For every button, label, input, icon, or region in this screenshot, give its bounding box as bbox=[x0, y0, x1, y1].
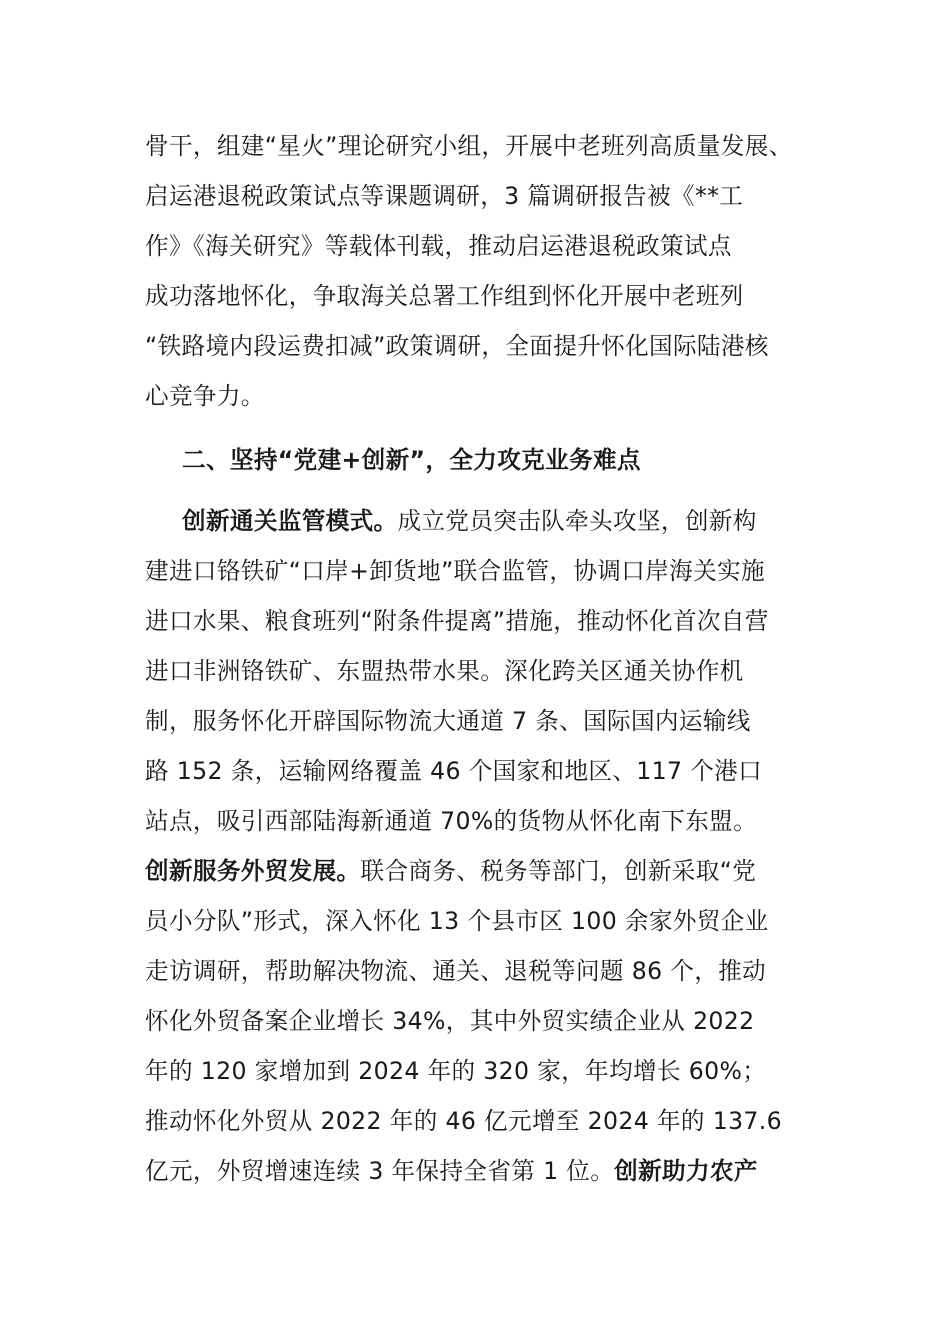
para2-line-5: 制，服务怀化开辟国际物流大通道 7 条、国际国内运输线 bbox=[145, 707, 751, 735]
para3-line-4: 怀化外贸备案企业增长 34%，其中外贸实绩企业从 2022 bbox=[145, 1007, 755, 1035]
para3-lead: 创新服务外贸发展。 bbox=[145, 857, 361, 885]
para2-line-3: 进口水果、粮食班列“附条件提离”措施，推动怀化首次自营 bbox=[145, 607, 769, 635]
para2-line-1-rest: 成立党员突击队牵头攻坚，创新构 bbox=[397, 507, 757, 535]
para1-line-2: 启运港退税政策试点等课题调研，3 篇调研报告被《**工 bbox=[145, 182, 744, 210]
para3-line-7 bbox=[145, 1153, 810, 1189]
para3-line-5: 年的 120 家增加到 2024 年的 320 家，年均增长 60%； bbox=[145, 1057, 767, 1085]
para1-line-6: 心竞争力。 bbox=[145, 382, 265, 410]
para2-line-6: 路 152 条，运输网络覆盖 46 个国家和地区、117 个港口 bbox=[145, 757, 763, 785]
para1-line-3: 作》《海关研究》等载体刊载，推动启运港退税政策试点 bbox=[145, 232, 732, 260]
para2-line-4: 进口非洲铬铁矿、东盟热带水果。深化跨关区通关协作机 bbox=[145, 657, 744, 685]
para4-lead-start: 创新助力农产 bbox=[614, 1157, 758, 1185]
para1-line-5: “铁路境内段运费扣减”政策调研，全面提升怀化国际陆港核 bbox=[145, 332, 769, 360]
para3-line-6: 推动怀化外贸从 2022 年的 46 亿元增至 2024 年的 137.6 bbox=[145, 1107, 783, 1135]
section-heading-2: 二、坚持“党建+创新”，全力攻克业务难点 bbox=[182, 446, 641, 474]
para3-line-7-text: 亿元，外贸增速连续 3 年保持全省第 1 位。 bbox=[145, 1157, 615, 1185]
para3-line-1 bbox=[145, 853, 810, 889]
para3-line-3: 走访调研，帮助解决物流、通关、退税等问题 86 个，推动 bbox=[145, 957, 767, 985]
para1-line-4: 成功落地怀化，争取海关总署工作组到怀化开展中老班列 bbox=[145, 282, 744, 310]
para3-line-1-rest: 联合商务、税务等部门，创新采取“党 bbox=[360, 857, 757, 885]
para1-line-1: 骨干，组建“星火”理论研究小组，开展中老班列高质量发展、 bbox=[145, 132, 793, 160]
para2-lead: 创新通关监管模式。 bbox=[182, 507, 398, 535]
para2-line-7: 站点，吸引西部陆海新通道 70%的货物从怀化南下东盟。 bbox=[145, 807, 758, 835]
para3-line-2: 员小分队”形式，深入怀化 13 个县市区 100 余家外贸企业 bbox=[145, 907, 769, 935]
para2-line-1 bbox=[182, 503, 810, 539]
para2-line-2: 建进口铬铁矿“口岸+卸货地”联合监管，协调口岸海关实施 bbox=[145, 557, 765, 585]
